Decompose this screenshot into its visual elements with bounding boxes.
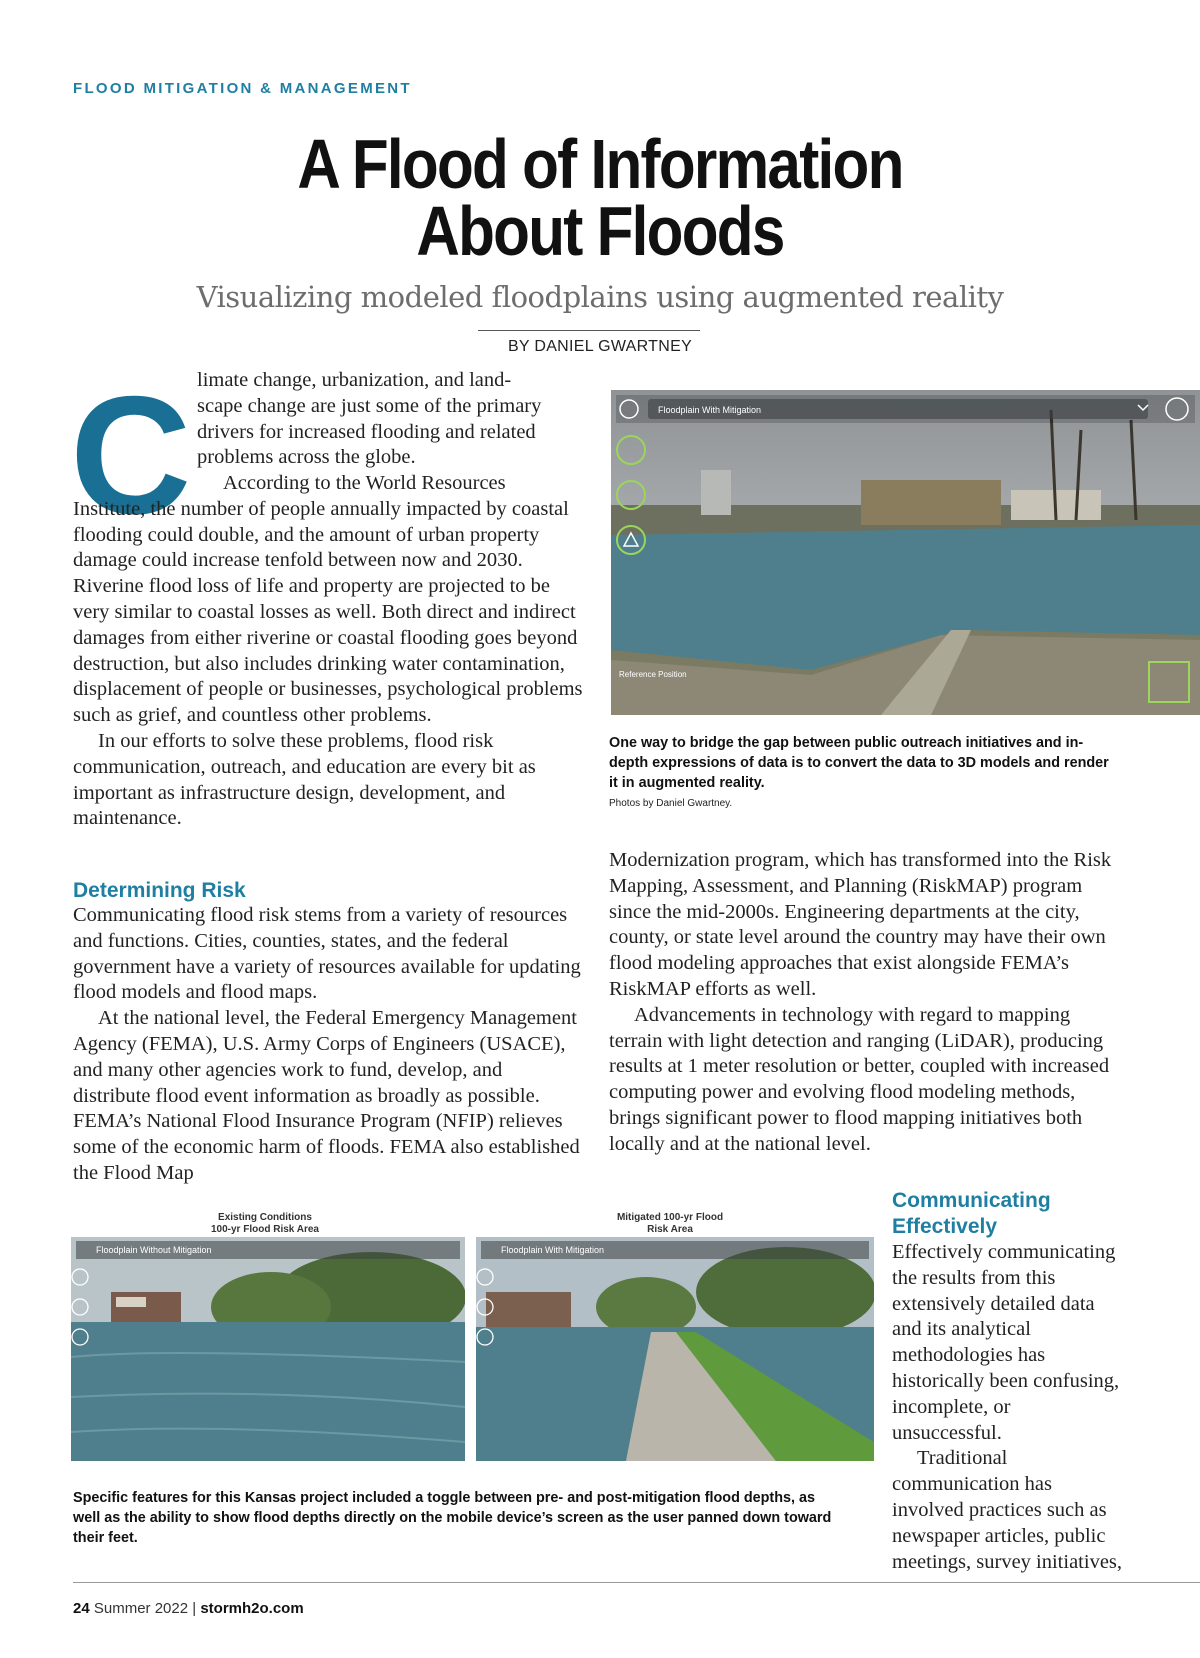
intro-line: drivers for increased flooding and related — [197, 420, 536, 443]
mitigated-title-line2: Risk Area — [647, 1224, 693, 1235]
mitigated-flood-photo — [476, 1237, 874, 1461]
right-column-paragraph-2: Advancements in technology with regard to mapping terrain with light detection and ranging (LiDAR), producing results at 1 meter resolution or better, coupled with increased computing power and evolving flood modeling methods, brings significant power to flood mapping initiatives both locally and at the national level. — [609, 1003, 1110, 1155]
intro-body — [73, 471, 583, 832]
communicating-heading-line1: Communicating — [892, 1189, 1051, 1212]
article-title-line1: A Flood of Information — [297, 125, 903, 203]
communicating-heading-line2: Effectively — [892, 1215, 998, 1238]
intro-line: problems across the globe. — [197, 446, 416, 469]
bottom-photos-caption: Specific features for this Kansas project included a toggle between pre- and post-mitigation flood depths, as well as the ability to show flood depths directly on the mobile device’s screen as the user panned down toward their feet. — [73, 1490, 832, 1546]
issue-date: Summer 2022 — [93, 1600, 189, 1617]
right-column-paragraph-1: Modernization program, which has transformed into the Risk Mapping, Assessment, and Planning (RiskMAP) program since the mid-2000s. Engineering departments at the city, county, or state level around the country may have their own flood modeling approaches that exist alongside FEMA’s RiskMAP efforts as well. — [609, 849, 1112, 1000]
footer-separator: | — [192, 1600, 197, 1617]
existing-dropdown-text: Floodplain Without Mitigation — [96, 1245, 212, 1255]
determining-risk-body — [73, 903, 583, 1187]
footer — [73, 1600, 304, 1617]
determining-risk-paragraph-2: At the national level, the Federal Emergency Management Agency (FEMA), U.S. Army Corps of Engineers (USACE), and many other agencies work to fund, develop, and distribute flood event information as broadly as possible. FEMA’s National Flood Insurance Program (NFIP) relieves some of the economic harm of floods. FEMA also established the Flood Map — [73, 1007, 580, 1184]
existing-conditions-title — [180, 1212, 350, 1236]
intro-paragraph-3: In our efforts to solve these problems, flood risk communication, outreach, and education are every bit as important as infrastructure design, development, and maintenance. — [73, 729, 536, 830]
determining-risk-paragraph-1: Communicating flood risk stems from a variety of resources and functions. Cities, counties, states, and the federal government have a variety of resources available for updating flood models and flood maps. — [73, 904, 581, 1004]
existing-title-line2: 100-yr Flood Risk Area — [210, 1224, 319, 1235]
determining-risk-heading: Determining Risk — [73, 879, 246, 902]
intro-first-lines — [197, 368, 577, 471]
byline-rule — [478, 330, 700, 331]
mitigated-title — [590, 1212, 750, 1236]
communicating-body — [892, 1240, 1122, 1575]
article-subtitle: Visualizing modeled floodplains using augmented reality — [196, 280, 1004, 314]
top-photo-caption: One way to bridge the gap between public outreach initiatives and in-depth expressions of data is to convert the data to 3D models and render it in augmented reality. — [609, 735, 1109, 791]
right-column-body — [609, 848, 1119, 1158]
mitigated-title-line1: Mitigated 100-yr Flood — [616, 1212, 724, 1223]
intro-line: scape change are just some of the primary — [197, 394, 542, 417]
ar-reference-label: Reference Position — [619, 670, 687, 679]
drop-cap: C — [70, 361, 192, 549]
photo-credit: Photos by Daniel Gwartney. — [609, 798, 733, 809]
byline: BY DANIEL GWARTNEY — [507, 338, 693, 355]
section-label: FLOOD MITIGATION & MANAGEMENT — [73, 80, 412, 97]
site-name: stormh2o.com — [200, 1600, 304, 1617]
article-title-line2: About Floods — [416, 192, 784, 270]
existing-title-line1: Existing Conditions — [218, 1212, 312, 1223]
ar-floodplain-photo — [611, 390, 1200, 715]
footer-rule — [73, 1582, 1200, 1583]
ar-dropdown-text: Floodplain With Mitigation — [658, 405, 762, 415]
intro-line: limate change, urbanization, and land- — [197, 369, 512, 391]
communicating-paragraph-2: Traditional communication has involved practices such as newspaper articles, public meetings, survey initiatives, — [892, 1447, 1123, 1573]
intro-paragraph-2: According to the World Resources Institute, the number of people annually impacted by coastal flooding could double, and the amount of urban property damage could increase tenfold between now and 2030. Riverine flood loss of life and property are projected to be very similar to coastal losses as well. Both direct and indirect damages from either riverine or coastal flooding goes beyond destruction, but also includes drinking water contamination, displacement of people or businesses, psychological problems such as grief, and countless other problems. — [73, 472, 583, 727]
existing-conditions-photo — [71, 1237, 465, 1461]
page-number: 24 — [73, 1600, 90, 1617]
mitigated-dropdown-text: Floodplain With Mitigation — [501, 1245, 605, 1255]
communicating-paragraph-1: Effectively communicating the results from this extensively detailed data and its analytical methodologies has historically been confusing, incomplete, or unsuccessful. — [892, 1241, 1120, 1444]
